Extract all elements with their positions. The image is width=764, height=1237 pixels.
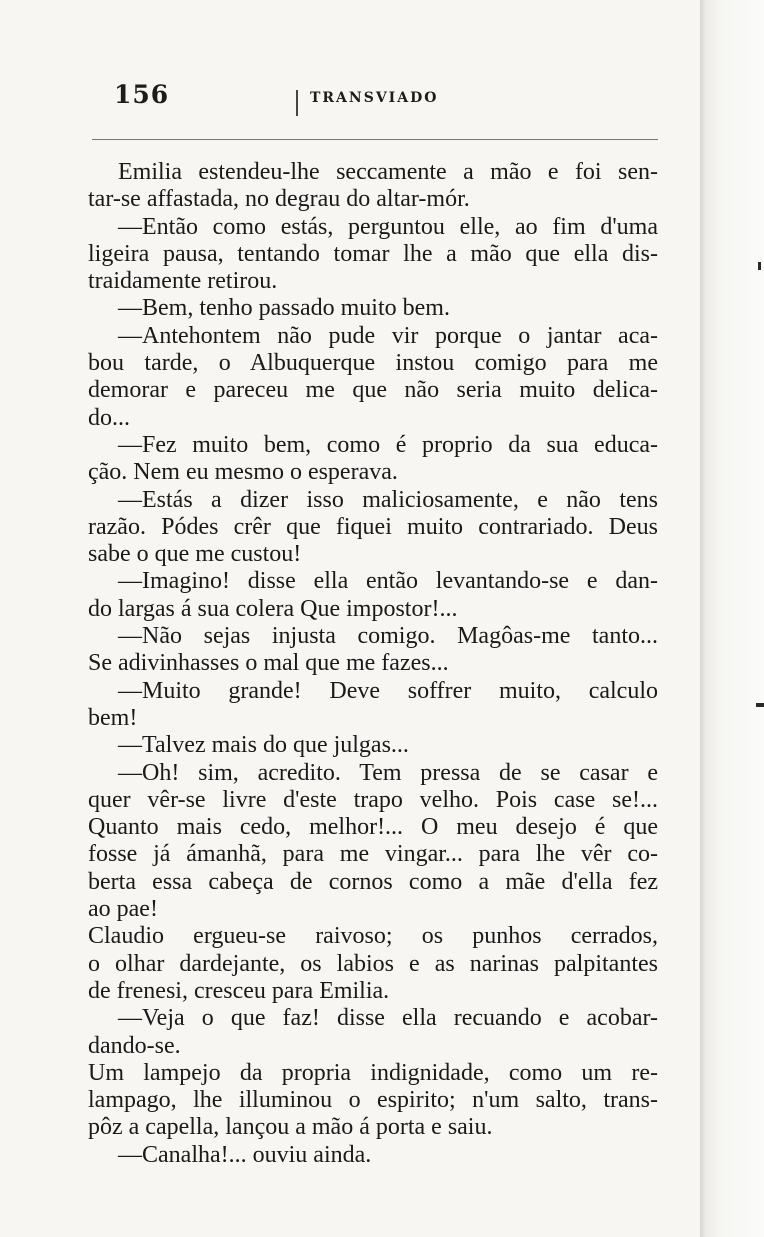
text-line: ção. Nem eu mesmo o esperava. [88, 459, 398, 486]
running-head [0, 80, 700, 120]
text-line: berta essa cabeça de cornos como a mãe d'ella fez [88, 868, 658, 895]
text-line: de frenesi, cresceu para Emilia. [88, 977, 390, 1004]
text-line: Se adivinhasses o mal que me fazes... [88, 650, 449, 677]
text-line: —Muito grande! Deve soffrer muito, calculo [118, 677, 658, 704]
text-line: do largas á sua colera Que impostor!... [88, 595, 458, 622]
text-line: demorar e pareceu me que não seria muito delica- [88, 377, 658, 404]
text-line: —Veja o que faz! disse ella recuando e acobar- [118, 1005, 658, 1032]
page-edge [700, 0, 764, 1237]
header-bracket-mark [296, 90, 298, 116]
text-line: sabe o que me custou! [88, 541, 302, 568]
text-line: —Canalha!... ouviu ainda. [118, 1141, 372, 1168]
edge-mark-top [758, 262, 761, 270]
page-number: 156 [114, 80, 170, 109]
text-line: ligeira pausa, tentando tomar lhe a mão que ella dis- [88, 240, 658, 267]
text-line: —Talvez mais do que julgas... [118, 732, 409, 759]
edge-mark-middle [756, 703, 764, 707]
text-line: —Então como estás, perguntou elle, ao fim d'uma [118, 213, 658, 240]
text-line: do... [88, 404, 130, 431]
text-line: —Bem, tenho passado muito bem. [118, 295, 450, 322]
text-line: dando-se. [88, 1032, 181, 1059]
text-line: Claudio ergueu-se raivoso; os punhos cerrados, [88, 923, 658, 950]
text-line: —Antehontem não pude vir porque o jantar aca- [118, 322, 658, 349]
text-line: o olhar dardejante, os labios e as narinas palpitantes [88, 950, 658, 977]
text-line: —Imagino! disse ella então levantando-se e dan- [118, 568, 658, 595]
text-line: —Estás a dizer isso maliciosamente, e não tens [118, 486, 658, 513]
text-line: lampago, lhe illuminou o espirito; n'um salto, trans- [88, 1087, 658, 1114]
text-line: bem! [88, 704, 138, 731]
running-title: TRANSVIADO [310, 90, 439, 106]
text-line: —Não sejas injusta comigo. Magôas-me tanto... [118, 623, 658, 650]
text-line: Quanto mais cedo, melhor!... O meu desejo é que [88, 814, 658, 841]
text-line: —Oh! sim, acredito. Tem pressa de se casar e [118, 759, 658, 786]
text-line: ao pae! [88, 896, 158, 923]
text-line: traidamente retirou. [88, 268, 278, 295]
text-line: razão. Pódes crêr que fiquei muito contrariado. Deus [88, 513, 658, 540]
text-line: —Fez muito bem, como é proprio da sua educa- [118, 431, 658, 458]
text-line: fosse já ámanhã, para me vingar... para lhe vêr co- [88, 841, 658, 868]
text-line: quer vêr-se livre d'este trapo velho. Pois case se!... [88, 786, 658, 813]
text-line: Emilia estendeu-lhe seccamente a mão e foi sen- [118, 159, 658, 185]
text-line: tar-se affastada, no degrau do altar-mór. [88, 186, 470, 213]
text-line: bou tarde, o Albuquerque instou comigo para me [88, 350, 658, 377]
text-line: Um lampejo da propria indignidade, como um re- [88, 1059, 658, 1086]
body-text [88, 159, 658, 1169]
text-line: pôz a capella, lançou a mão á porta e saiu. [88, 1114, 493, 1141]
header-rule [92, 139, 658, 140]
